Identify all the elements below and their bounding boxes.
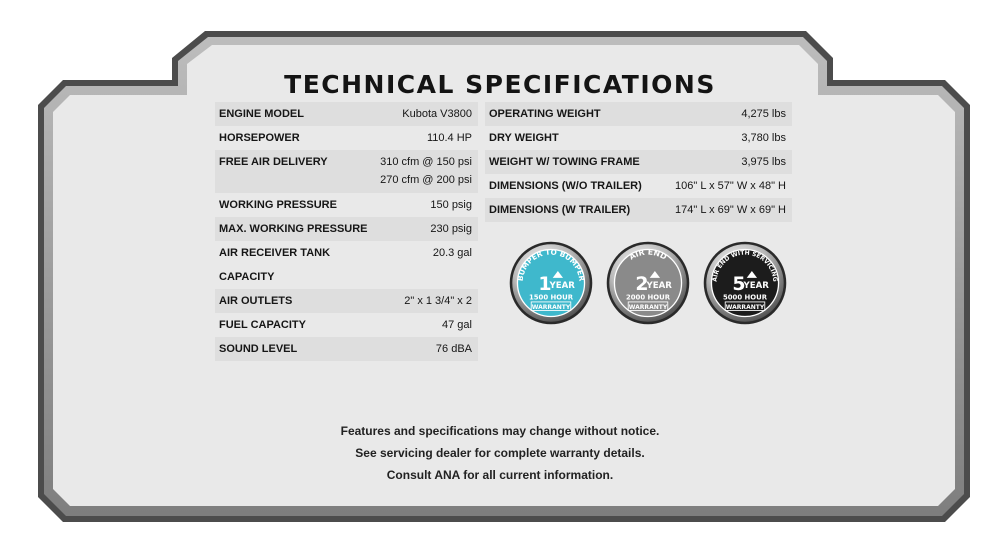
spec-row <box>215 102 478 126</box>
spec-value: 4,275 lbs <box>671 102 792 126</box>
warranty-badge-1yr <box>508 240 594 326</box>
spec-value: 150 psig <box>430 199 472 211</box>
badge-number: 1 <box>538 272 552 295</box>
disclaimer-line: Consult ANA for all current information. <box>386 468 614 482</box>
spec-label: HORSEPOWER <box>219 132 300 144</box>
badge-hours: 1500 HOUR <box>528 293 574 302</box>
spec-label: SOUND LEVEL <box>215 337 375 361</box>
spec-label: AIR OUTLETS <box>215 289 375 313</box>
spec-row <box>215 241 478 289</box>
spec-row <box>215 313 478 337</box>
spec-value <box>375 150 478 193</box>
spec-row <box>485 198 792 222</box>
spec-row <box>215 150 478 193</box>
spec-label: ENGINE MODEL <box>215 102 375 126</box>
badge-ribbon-text: WARRANTY <box>531 303 571 311</box>
spec-label: DIMENSIONS (W TRAILER) <box>485 198 671 222</box>
spec-value: 3,975 lbs <box>671 150 792 174</box>
spec-row <box>215 289 478 313</box>
spec-label: FUEL CAPACITY <box>219 319 306 331</box>
spec-row <box>215 217 478 241</box>
spec-row <box>215 193 478 217</box>
spec-label: WEIGHT W/ TOWING FRAME <box>485 150 671 174</box>
badge-ribbon-text: WARRANTY <box>725 303 765 311</box>
spec-value: 230 psig <box>375 217 478 241</box>
spec-row <box>485 102 792 126</box>
badge-hours: 2000 HOUR <box>625 293 671 302</box>
disclaimer-line: See servicing dealer for complete warranty details. <box>355 446 645 460</box>
spec-value: 106" L x 57" W x 48" H <box>675 180 786 192</box>
spec-value: 110.4 HP <box>426 132 472 144</box>
spec-row <box>215 126 478 150</box>
badge-hours: 5000 HOUR <box>722 293 768 302</box>
badge-ribbon-text: WARRANTY <box>628 303 668 311</box>
spec-label: AIR RECEIVER TANK CAPACITY <box>219 247 331 283</box>
right-spec-table <box>485 102 792 222</box>
spec-label: OPERATING WEIGHT <box>485 102 671 126</box>
warranty-badge-5yr <box>702 240 788 326</box>
spec-row <box>485 174 792 198</box>
badge-arc-text: AIR END <box>627 247 669 262</box>
spec-label: WORKING PRESSURE <box>219 199 337 211</box>
spec-label: DIMENSIONS (W/O TRAILER) <box>489 180 642 192</box>
warranty-badge-2yr <box>605 240 691 326</box>
spec-value: 76 dBA <box>375 337 478 361</box>
spec-row <box>485 150 792 174</box>
badge-arc-text: BUMPER TO BUMPER <box>515 247 587 282</box>
spec-label: DRY WEIGHT <box>489 132 559 144</box>
warranty-badges <box>508 240 788 332</box>
spec-value-line: 270 cfm @ 200 psi <box>380 174 472 186</box>
spec-value: 3,780 lbs <box>741 132 786 144</box>
spec-value: Kubota V3800 <box>375 102 478 126</box>
badge-number: 2 <box>635 272 649 295</box>
badge-arc-text: AIR END WITH SERVICING <box>711 249 779 283</box>
badge-unit: YEAR <box>646 281 672 292</box>
spec-value: 20.3 gal <box>432 247 472 259</box>
disclaimer-line: Features and specifications may change without notice. <box>340 424 660 438</box>
badge-number: 5 <box>732 272 746 295</box>
badge-unit: YEAR <box>743 281 769 292</box>
spec-value: 47 gal <box>442 319 472 331</box>
spec-row <box>215 337 478 361</box>
spec-label: MAX. WORKING PRESSURE <box>215 217 375 241</box>
badge-unit: YEAR <box>549 281 575 292</box>
left-spec-table <box>215 102 478 361</box>
spec-label: FREE AIR DELIVERY <box>215 150 375 193</box>
spec-value: 2" x 1 3/4" x 2 <box>375 289 478 313</box>
disclaimer-notes <box>0 420 1000 486</box>
spec-row <box>485 126 792 150</box>
spec-value: 174" L x 69" W x 69" H <box>671 198 792 222</box>
page-title: TECHNICAL SPECIFICATIONS <box>284 70 716 99</box>
spec-value-line: 310 cfm @ 150 psi <box>380 156 472 168</box>
